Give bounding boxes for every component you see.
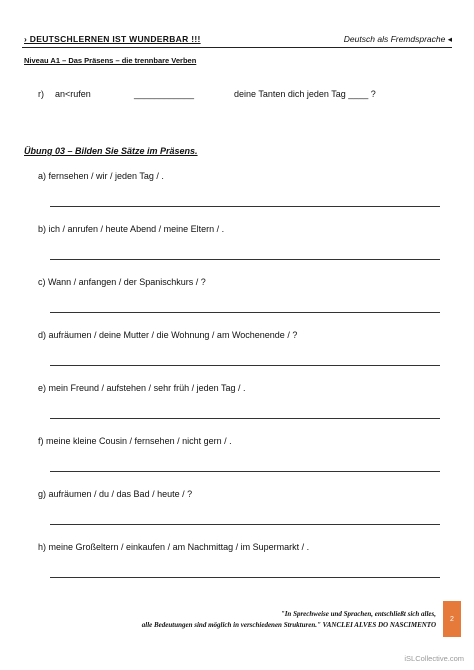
item-verb: an<rufen bbox=[55, 89, 91, 99]
answer-line-d bbox=[50, 365, 440, 366]
exercise-item-a: a) fernsehen / wir / jeden Tag / . bbox=[38, 171, 164, 181]
answer-line-f bbox=[50, 471, 440, 472]
watermark: iSLCollective.com bbox=[404, 654, 464, 663]
item-letter: r) bbox=[38, 89, 44, 99]
answer-line-c bbox=[50, 312, 440, 313]
exercise-item-b: b) ich / anrufen / heute Abend / meine Eltern / . bbox=[38, 224, 225, 234]
exercise-item-e: e) mein Freund / aufstehen / sehr früh / jeden Tag / . bbox=[38, 383, 246, 393]
answer-line-e bbox=[50, 418, 440, 419]
answer-line-h bbox=[50, 577, 440, 578]
exercise-item-r bbox=[38, 89, 376, 99]
exercise-item-h: h) meine Großeltern / einkaufen / am Nachmittag / im Supermarkt / . bbox=[38, 542, 310, 552]
page-number-badge: 2 bbox=[443, 601, 461, 637]
footer-quote bbox=[56, 609, 436, 631]
quote-line-2: alle Bedeutungen sind möglich in verschiedenen Strukturen." VANCLEI ALVES DO NASCIMENTO bbox=[141, 621, 436, 629]
exercise-title: Übung 03 – Bilden Sie Sätze im Präsens. bbox=[24, 146, 198, 156]
quote-line-1: "In Sprechweise und Sprachen, entschließt sich alles, bbox=[280, 610, 436, 618]
answer-line-b bbox=[50, 259, 440, 260]
header-title: › DEUTSCHLERNEN IST WUNDERBAR !!! bbox=[24, 34, 201, 44]
exercise-item-g: g) aufräumen / du / das Bad / heute / ? bbox=[38, 489, 193, 499]
worksheet-subheading: Niveau A1 – Das Präsens – die trennbare Verben bbox=[24, 56, 197, 65]
answer-line-g bbox=[50, 524, 440, 525]
exercise-item-d: d) aufräumen / deine Mutter / die Wohnung / am Wochenende / ? bbox=[38, 330, 298, 340]
header-subject: Deutsch als Fremdsprache ◂ bbox=[343, 34, 452, 44]
item-sentence: deine Tanten dich jeden Tag ____ ? bbox=[234, 89, 376, 99]
answer-line-a bbox=[50, 206, 440, 207]
exercise-item-f: f) meine kleine Cousin / fernsehen / nicht gern / . bbox=[38, 436, 232, 446]
header-divider bbox=[22, 47, 452, 48]
item-blank: ____________ bbox=[134, 89, 195, 99]
exercise-item-c: c) Wann / anfangen / der Spanischkurs / ? bbox=[38, 277, 206, 287]
